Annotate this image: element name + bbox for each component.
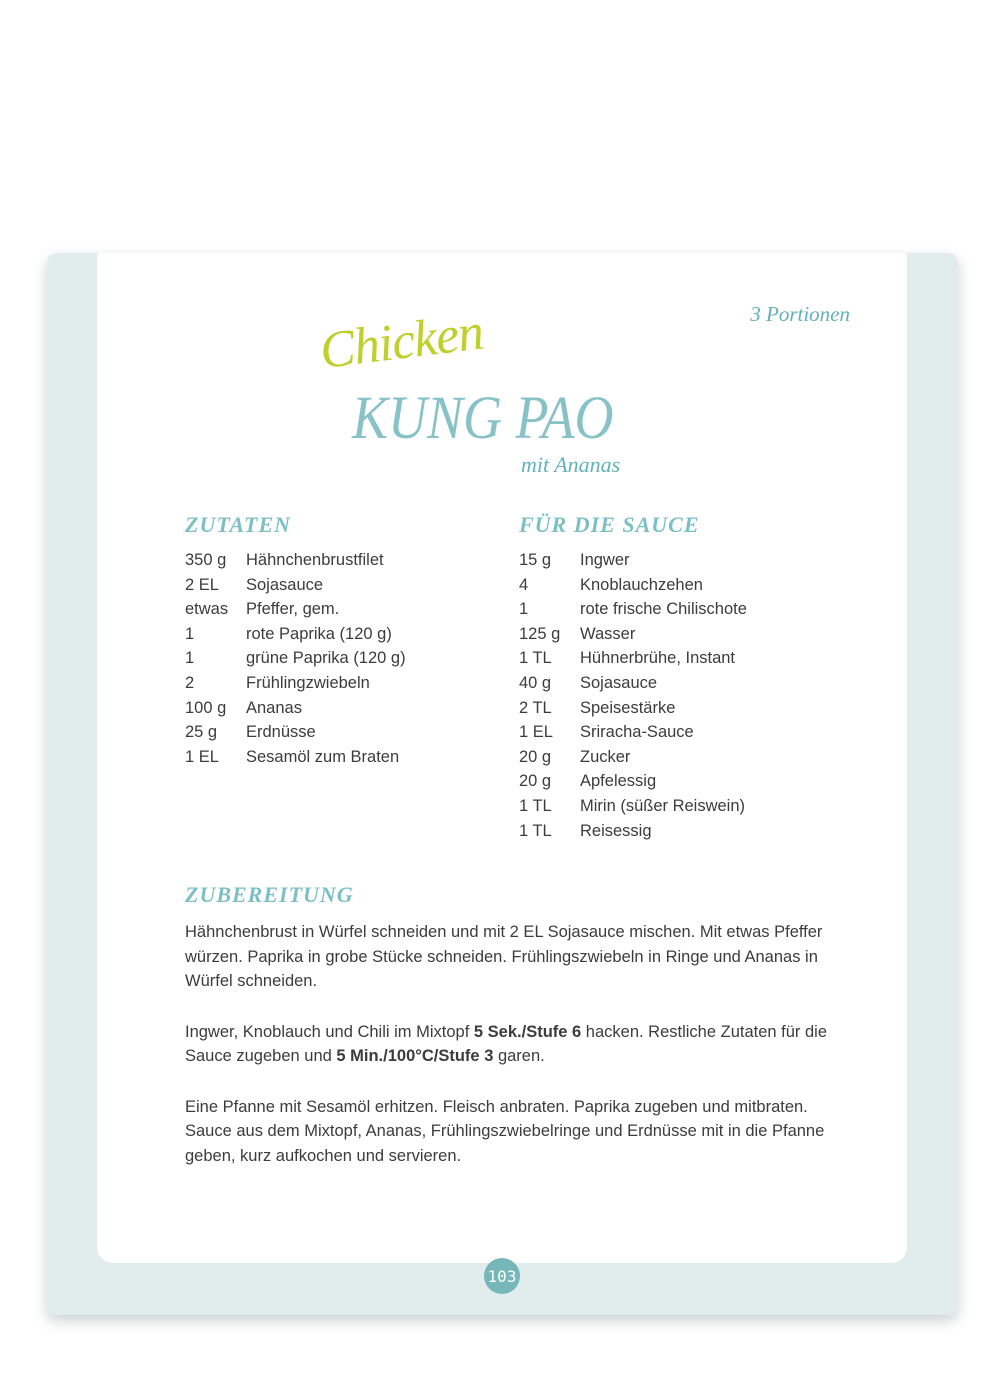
sauce-ingredient-amount: 40 g: [519, 673, 552, 692]
sauce-ingredient-row: [519, 671, 851, 696]
portions-label: 3 Portionen: [750, 302, 850, 326]
ingredient-row: [185, 671, 517, 696]
prep2-text-2: hacken. Restliche Zutaten für die Sauce zugeben und: [185, 1022, 828, 1065]
sauce-ingredient-name: Wasser: [580, 624, 636, 643]
ingredient-name: Ananas: [246, 698, 302, 717]
ingredient-name: Frühlingzwiebeln: [246, 673, 370, 692]
ingredient-amount: etwas: [185, 600, 229, 619]
sauce-ingredient-name: Sriracha-Sauce: [580, 723, 694, 742]
sauce-ingredient-amount: 125 g: [519, 624, 561, 643]
ingredient-amount: 350 g: [185, 551, 227, 569]
sauce-ingredient-name: Zucker: [580, 747, 631, 766]
ingredient-name: Pfeffer, gem.: [246, 600, 340, 619]
sauce-ingredient-amount: 4: [519, 575, 529, 594]
ingredient-amount: 2 EL: [185, 575, 219, 594]
ingredient-row: [185, 696, 517, 721]
ingredient-row: [185, 745, 517, 770]
sauce-ingredient-row: [519, 769, 851, 794]
ingredient-row: [185, 720, 517, 745]
sauce-ingredient-amount: 15 g: [519, 551, 552, 569]
preparation-paragraph-3: Eine Pfanne mit Sesamöl erhitzen. Fleisch anbraten. Paprika zugeben und mitbraten. Sauce aus dem Mixtopf, Ananas, Frühlingszwiebelringe und Erdnüsse mit in die Pfanne geben, kurz aufkochen und servieren.: [185, 1097, 825, 1165]
preparation-paragraph-1: Hähnchenbrust in Würfel schneiden und mit 2 EL Sojasauce mischen. Mit etwas Pfeffer würzen. Paprika in grobe Stücke schneiden. Frühlingszwiebeln in Ringe und Ananas in Würfel schneiden.: [185, 923, 823, 990]
ingredient-row: [185, 548, 517, 573]
sauce-ingredient-row: [519, 573, 851, 598]
recipe-title-main: KUNG PAO: [352, 383, 614, 452]
ingredient-amount: 100 g: [185, 698, 227, 717]
ingredient-amount: 25 g: [185, 723, 218, 742]
preparation-heading: ZUBEREITUNG: [185, 882, 354, 907]
recipe-title-script: Chicken: [316, 303, 487, 381]
sauce-ingredient-name: Mirin (süßer Reiswein): [580, 796, 746, 815]
ingredient-name: Sesamöl zum Braten: [246, 747, 400, 766]
sauce-ingredient-name: Knoblauchzehen: [580, 575, 703, 594]
ingredient-row: [185, 622, 517, 647]
ingredient-name: Hähnchenbrustfilet: [246, 551, 384, 569]
ingredient-row: [185, 597, 517, 622]
sauce-ingredient-amount: 2 TL: [519, 698, 552, 717]
prep2-text-3: garen.: [493, 1047, 545, 1065]
sauce-ingredient-amount: 20 g: [519, 747, 552, 766]
preparation-section: [185, 882, 845, 1194]
sauce-ingredient-row: [519, 696, 851, 721]
ingredient-amount: 1: [185, 624, 195, 643]
sauce-section: [519, 512, 851, 843]
page-number-badge: [484, 1258, 520, 1294]
sauce-heading: FÜR DIE SAUCE: [519, 512, 700, 537]
sauce-ingredient-name: Reisessig: [580, 821, 652, 840]
sauce-ingredient-row: [519, 548, 851, 573]
sauce-ingredient-name: Ingwer: [580, 551, 630, 569]
sauce-ingredient-name: Sojasauce: [580, 673, 658, 692]
page-number: 103: [487, 1266, 517, 1286]
ingredients-list: [185, 548, 517, 769]
sauce-ingredient-amount: 1 EL: [519, 723, 553, 742]
sauce-ingredient-row: [519, 597, 851, 622]
sauce-ingredient-amount: 1 TL: [519, 649, 552, 668]
sauce-ingredient-row: [519, 622, 851, 647]
ingredient-row: [185, 573, 517, 598]
ingredient-name: rote Paprika (120 g): [246, 624, 392, 643]
ingredient-name: Sojasauce: [246, 575, 324, 594]
ingredients-heading: ZUTATEN: [185, 512, 292, 537]
sauce-ingredient-row: [519, 794, 851, 819]
ingredient-amount: 2: [185, 673, 195, 692]
sauce-ingredient-name: Apfelessig: [580, 772, 657, 791]
ingredient-name: grüne Paprika (120 g): [246, 649, 406, 668]
sauce-ingredient-name: Speisestärke: [580, 698, 676, 717]
prep2-bold-1: 5 Sek./Stufe 6: [473, 1022, 582, 1041]
ingredient-name: Erdnüsse: [246, 723, 316, 742]
sauce-list: [519, 548, 851, 843]
sauce-ingredient-amount: 20 g: [519, 772, 552, 791]
sauce-ingredient-row: [519, 646, 851, 671]
ingredient-amount: 1 EL: [185, 747, 219, 766]
ingredients-section: [185, 512, 517, 769]
ingredient-row: [185, 646, 517, 671]
sauce-ingredient-amount: 1 TL: [519, 821, 552, 840]
sauce-ingredient-amount: 1 TL: [519, 796, 552, 815]
prep2-text-1: Ingwer, Knoblauch und Chili im Mixtopf: [185, 1022, 474, 1041]
sauce-ingredient-name: rote frische Chilischote: [580, 600, 747, 619]
sauce-ingredient-amount: 1: [519, 600, 529, 619]
sauce-ingredient-name: Hühnerbrühe, Instant: [580, 649, 736, 668]
prep2-bold-2: 5 Min./100°C/Stufe 3: [336, 1047, 494, 1065]
sauce-ingredient-row: [519, 745, 851, 770]
ingredient-amount: 1: [185, 649, 195, 668]
recipe-subtitle: mit Ananas: [521, 452, 621, 477]
sauce-ingredient-row: [519, 819, 851, 844]
preparation-paragraph-2: [185, 1020, 845, 1069]
sauce-ingredient-row: [519, 720, 851, 745]
